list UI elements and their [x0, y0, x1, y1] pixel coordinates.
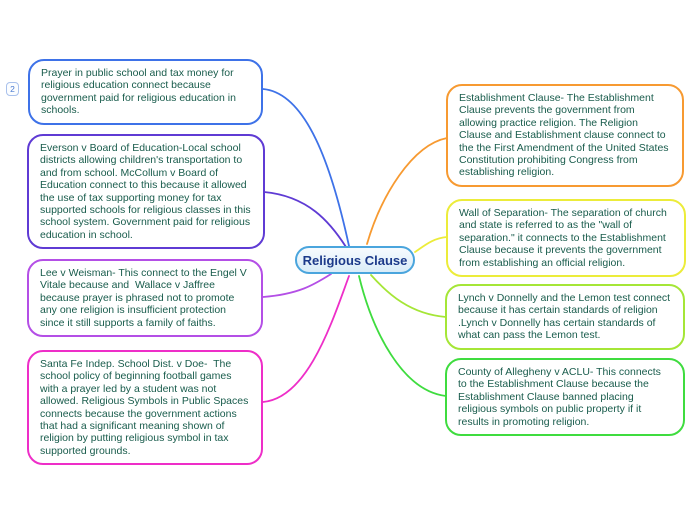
- branch-curve-everson: [264, 192, 346, 247]
- branch-curve-lee: [263, 274, 331, 297]
- branch-node-lynch[interactable]: Lynch v Donnelly and the Lemon test connect because it has certain standards of religion .Lynch v Donnelly has certain standards of what can pass the Lemon test.: [445, 284, 685, 350]
- branch-curve-establishment: [367, 138, 447, 244]
- central-topic-node[interactable]: [295, 246, 415, 274]
- branch-node-santafe[interactable]: Santa Fe Indep. School Dist. v Doe- The school policy of beginning football games with a prayer led by a student was not allowed. Religious Symbols in Public Spaces connects because the government actions that had a significant meaning shown of religion by putting religious symbol in tax supported grounds.: [27, 350, 263, 465]
- branch-node-prayer[interactable]: Prayer in public school and tax money for religious education connect because government paid for religious education in schools.: [28, 59, 263, 125]
- branch-node-lee[interactable]: Lee v Weisman- This connect to the Engel V Vitale because and Wallace v Jaffree because prayer is phrased not to promote any one religion is insufficient protection since it still supports a family of faiths.: [27, 259, 263, 337]
- branch-curve-allegheny: [359, 276, 446, 396]
- branch-curve-lynch: [371, 275, 446, 317]
- branch-node-wall[interactable]: Wall of Separation- The separation of church and state is referred to as the "wall of separation." it connects to the Establishment Clause because it prevents the government from establishing an official religion.: [446, 199, 686, 277]
- collapsed-count-badge[interactable]: 2: [6, 82, 19, 96]
- central-topic-label: Religious Clause: [302, 252, 408, 268]
- branch-node-everson[interactable]: Everson v Board of Education-Local school districts allowing children's transportation to and from school. McCollum v Board of Education connect to this because it allowed the use of tax supporting money for tax supported schools for religious classes in this school system. Government paid for religious education in school.: [27, 134, 265, 249]
- branch-node-allegheny[interactable]: County of Allegheny v ACLU- This connects to the Establishment Clause because the Establishment Clause banned placing religious symbols on public property if it results in promoting religion.: [445, 358, 685, 436]
- branch-curve-prayer: [263, 89, 349, 246]
- branch-curve-wall: [415, 237, 447, 252]
- branch-node-establishment[interactable]: Establishment Clause- The Establishment Clause prevents the government from allowing practice religion. The Religion Clause and Establishment clause connect to the the First Amendment of the United States Constitution prohibiting Congress from establishing religion.: [446, 84, 684, 187]
